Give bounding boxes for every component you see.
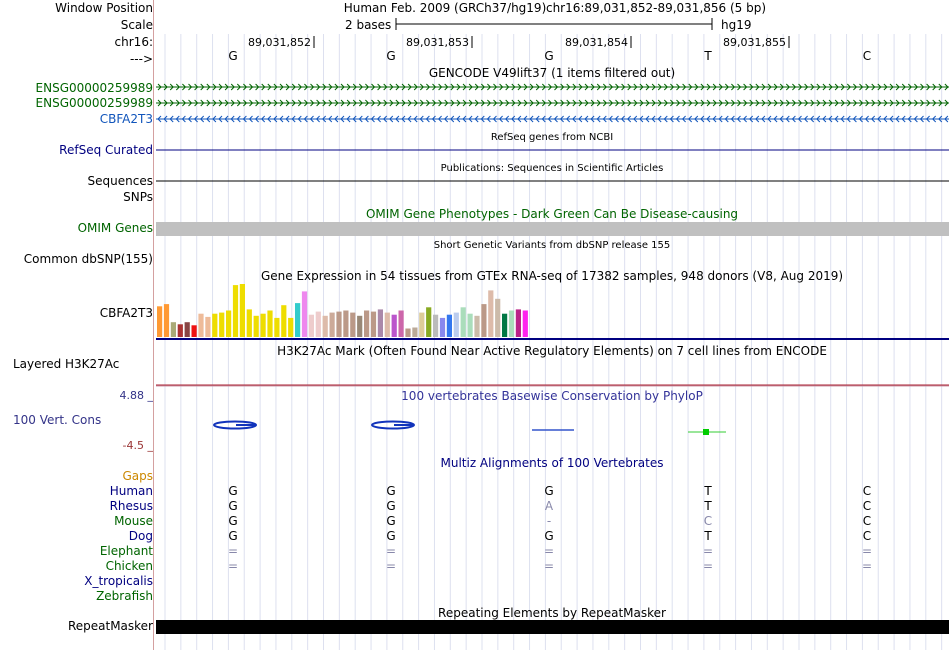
species-label-elephant[interactable]: Elephant — [99, 544, 153, 558]
repeatmasker-bar[interactable] — [156, 620, 949, 634]
alignment-base: = — [385, 559, 397, 573]
gtex-tissue-bar[interactable] — [185, 322, 190, 337]
multiz-track-title: Multiz Alignments of 100 Vertebrates — [440, 456, 664, 470]
gtex-tissue-bar[interactable] — [302, 291, 307, 337]
species-label-human[interactable]: Human — [109, 484, 153, 498]
gencode-item-label-2[interactable]: ENSG00000259989 — [35, 96, 153, 110]
dna-base: T — [704, 49, 712, 63]
alignment-base: = — [227, 559, 239, 573]
position-readout: chr16:89,031,852-89,031,856 (5 bp) — [545, 1, 767, 15]
alignment-base: G — [386, 484, 396, 498]
gtex-tissue-bar[interactable] — [323, 316, 328, 337]
gtex-tissue-bar[interactable] — [336, 312, 341, 337]
gtex-tissue-bar[interactable] — [440, 318, 445, 337]
gtex-tissue-bar[interactable] — [164, 304, 169, 337]
dbsnp-track-title: Short Genetic Variants from dbSNP release 155 — [433, 240, 671, 251]
assembly-title: Human Feb. 2009 (GRCh37/hg19) — [343, 1, 547, 15]
gtex-tissue-bar[interactable] — [516, 309, 521, 337]
gencode-gene-lines[interactable] — [156, 84, 949, 122]
dna-sequence — [228, 49, 871, 63]
alignment-base: = — [861, 544, 873, 558]
gencode-item-label-1[interactable]: ENSG00000259989 — [35, 81, 153, 95]
gtex-tissue-bar[interactable] — [261, 314, 266, 337]
gtex-tissue-bar[interactable] — [474, 316, 479, 337]
gtex-tissue-bar[interactable] — [364, 311, 369, 338]
gtex-tissue-bar[interactable] — [405, 329, 410, 338]
dbsnp-track-label[interactable]: Common dbSNP(155) — [23, 252, 153, 266]
omim-track-label[interactable]: OMIM Genes — [77, 221, 153, 235]
species-label-zebrafish[interactable]: Zebrafish — [96, 589, 153, 603]
gtex-tissue-bar[interactable] — [281, 305, 286, 337]
phylop-max-label: 4.88 _ — [119, 389, 153, 402]
gencode-gene-line[interactable] — [156, 84, 949, 90]
gtex-tissue-bar[interactable] — [509, 311, 514, 338]
species-label-chicken[interactable]: Chicken — [105, 559, 153, 573]
gencode-gene-line[interactable] — [156, 100, 949, 106]
omim-bar[interactable] — [156, 222, 949, 236]
gtex-tissue-bar[interactable] — [309, 315, 314, 337]
repeatmasker-track-title: Repeating Elements by RepeatMasker — [438, 606, 666, 620]
species-label-dog[interactable]: Dog — [128, 529, 153, 543]
gencode-gene-line[interactable] — [156, 116, 949, 122]
h3k27ac-track-label[interactable]: Layered H3K27Ac — [13, 357, 120, 371]
gtex-tissue-bar[interactable] — [295, 303, 300, 337]
dna-base: G — [386, 49, 396, 63]
alignment-base: G — [544, 529, 554, 543]
gtex-tissue-bar[interactable] — [212, 314, 217, 337]
alignment-base: G — [228, 484, 238, 498]
gtex-tissue-bar[interactable] — [357, 316, 362, 337]
chrom-label: chr16: — [114, 35, 153, 49]
ruler-coordinates — [248, 36, 789, 49]
alignment-base: = — [543, 559, 555, 573]
gtex-tissue-bar[interactable] — [205, 317, 210, 337]
strand-label: ---> — [129, 52, 153, 66]
window-position-label: Window Position — [55, 1, 153, 15]
gtex-tissue-bar[interactable] — [412, 328, 417, 338]
gtex-tissue-bar[interactable] — [447, 315, 452, 337]
alignment-base: G — [386, 514, 396, 528]
gtex-tissue-bar[interactable] — [274, 318, 279, 337]
species-label-mouse[interactable]: Mouse — [114, 514, 153, 528]
dna-base: G — [544, 49, 554, 63]
gtex-track-title: Gene Expression in 54 tissues from GTEx RNA-seq of 17382 samples, 948 donors (V8, Aug 2019) — [260, 269, 844, 283]
alignment-base: G — [228, 514, 238, 528]
gtex-track-label[interactable]: CBFA2T3 — [99, 306, 153, 320]
gaps-label[interactable]: Gaps — [122, 469, 153, 483]
gtex-tissue-bar[interactable] — [371, 312, 376, 337]
gtex-tissue-bar[interactable] — [385, 313, 390, 337]
gtex-tissue-bar[interactable] — [481, 304, 486, 337]
snps-label[interactable]: SNPs — [123, 190, 153, 204]
gtex-tissue-bar[interactable] — [247, 309, 252, 337]
gtex-tissue-bar[interactable] — [254, 316, 259, 337]
ruler-coordinate: 89,031,854 — [565, 36, 628, 49]
gtex-tissue-bar[interactable] — [192, 325, 197, 337]
gtex-tissue-bar[interactable] — [267, 311, 272, 338]
dna-base: G — [228, 49, 238, 63]
gtex-tissue-bar[interactable] — [178, 324, 183, 337]
alignment-base: = — [227, 544, 239, 558]
gencode-item-label-3[interactable]: CBFA2T3 — [99, 112, 153, 126]
gtex-tissue-bar[interactable] — [461, 307, 466, 337]
ruler-coordinate: 89,031,852 — [248, 36, 311, 49]
alignment-base: T — [704, 484, 712, 498]
gtex-tissue-bar[interactable] — [378, 309, 383, 337]
phylop-track-title: 100 vertebrates Basewise Conservation by PhyloP — [401, 389, 703, 403]
dna-base: C — [862, 49, 872, 63]
scale-bar — [396, 18, 712, 30]
alignment-base: C — [703, 514, 713, 528]
scale-label: Scale — [120, 18, 153, 32]
species-label-rhesus[interactable]: Rhesus — [109, 499, 153, 513]
gtex-tissue-bar[interactable] — [171, 322, 176, 337]
phylop-track-label[interactable]: 100 Vert. Cons — [13, 413, 102, 427]
db-label: hg19 — [721, 18, 752, 32]
gtex-tissue-bar[interactable] — [240, 284, 245, 337]
gtex-tissue-bar[interactable] — [419, 313, 424, 337]
alignment-base: T — [704, 529, 712, 543]
gtex-tissue-bar[interactable] — [454, 313, 459, 337]
alignment-base: G — [386, 529, 396, 543]
gtex-tissue-bar[interactable] — [495, 299, 500, 337]
alignment-base: G — [228, 499, 238, 513]
gtex-tissue-bar[interactable] — [316, 312, 321, 337]
gtex-tissue-bar[interactable] — [433, 315, 438, 337]
gtex-tissue-bar[interactable] — [219, 313, 224, 337]
gtex-tissue-bar[interactable] — [426, 307, 431, 337]
multiz-alignment-grid[interactable] — [228, 484, 872, 573]
gtex-tissue-bar[interactable] — [468, 314, 473, 337]
alignment-base: = — [861, 559, 873, 573]
gtex-tissue-bar[interactable] — [488, 290, 493, 337]
gtex-tissue-bar[interactable] — [226, 311, 231, 338]
gtex-tissue-bar[interactable] — [233, 285, 238, 337]
gtex-tissue-bar[interactable] — [288, 318, 293, 337]
alignment-base: C — [862, 529, 872, 543]
omim-track-title: OMIM Gene Phenotypes - Dark Green Can Be Disease-causing — [365, 207, 739, 221]
h3k27ac-track-title: H3K27Ac Mark (Often Found Near Active Regulatory Elements) on 7 cell lines from ENCODE — [277, 344, 827, 358]
gtex-tissue-bar[interactable] — [330, 313, 335, 337]
alignment-base: G — [386, 499, 396, 513]
gtex-tissue-bar[interactable] — [343, 311, 348, 338]
alignment-base: = — [543, 544, 555, 558]
alignment-base: C — [862, 484, 872, 498]
gtex-tissue-bar[interactable] — [502, 314, 507, 337]
alignment-base: A — [544, 499, 554, 513]
scale-text: 2 bases — [345, 18, 392, 32]
gtex-tissue-bar[interactable] — [523, 311, 528, 338]
gtex-tissue-bar[interactable] — [399, 311, 404, 338]
refseq-track-title: RefSeq genes from NCBI — [490, 132, 614, 143]
publications-track-title: Publications: Sequences in Scientific Articles — [440, 163, 664, 174]
gtex-tissue-bar[interactable] — [392, 315, 397, 337]
alignment-base: = — [385, 544, 397, 558]
species-label-x-tropicalis[interactable]: X_tropicalis — [84, 574, 153, 588]
alignment-base: = — [702, 544, 714, 558]
ruler-coordinate: 89,031,853 — [406, 36, 469, 49]
alignment-base: T — [704, 499, 712, 513]
publications-track-label[interactable]: Sequences — [87, 174, 153, 188]
alignment-base: C — [862, 499, 872, 513]
gtex-tissue-bar[interactable] — [350, 313, 355, 337]
alignment-base: = — [702, 559, 714, 573]
repeatmasker-track-label[interactable]: RepeatMasker — [67, 619, 153, 633]
alignment-base: - — [546, 514, 552, 528]
refseq-track-label[interactable]: RefSeq Curated — [59, 143, 153, 157]
alignment-base: C — [862, 514, 872, 528]
alignment-base: G — [544, 484, 554, 498]
gtex-tissue-bar[interactable] — [198, 314, 203, 337]
phylop-min-label: -4.5 _ — [122, 439, 153, 452]
phylop-conservation-glyphs[interactable] — [214, 422, 726, 436]
gencode-track-title: GENCODE V49lift37 (1 items filtered out) — [428, 66, 676, 80]
gtex-tissue-bar[interactable] — [157, 306, 162, 337]
ruler-coordinate: 89,031,855 — [723, 36, 786, 49]
alignment-base: G — [228, 529, 238, 543]
